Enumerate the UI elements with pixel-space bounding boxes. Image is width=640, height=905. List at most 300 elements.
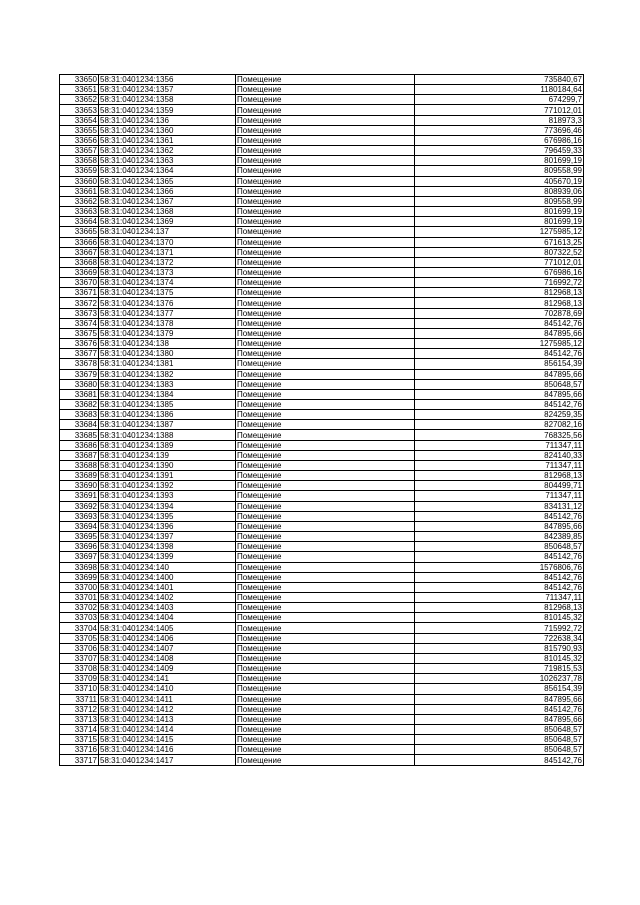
cadastral-value-cell: 850648,57 [415, 735, 584, 745]
object-type-cell: Помещение [236, 135, 415, 145]
table-row [60, 135, 584, 145]
row-number-cell: 33653 [60, 105, 99, 115]
cadastral-number-cell: 58:31:0401234:1356 [99, 75, 236, 85]
cadastral-value-cell: 711347,11 [415, 592, 584, 602]
cadastral-value-cell: 812968,13 [415, 471, 584, 481]
table-row [60, 532, 584, 542]
cadastral-value-cell: 1180184,64 [415, 85, 584, 95]
cadastral-value-cell: 807322,52 [415, 247, 584, 257]
table-row [60, 430, 584, 440]
cadastral-value-cell: 771012,01 [415, 105, 584, 115]
cadastral-number-cell: 58:31:0401234:1384 [99, 389, 236, 399]
object-type-cell: Помещение [236, 704, 415, 714]
row-number-cell: 33697 [60, 552, 99, 562]
cadastral-number-cell: 58:31:0401234:1396 [99, 521, 236, 531]
table-row [60, 491, 584, 501]
table-body [60, 75, 584, 766]
cadastral-value-cell: 801699,19 [415, 217, 584, 227]
object-type-cell: Помещение [236, 278, 415, 288]
table-row [60, 572, 584, 582]
row-number-cell: 33668 [60, 257, 99, 267]
cadastral-value-table [59, 74, 584, 766]
object-type-cell: Помещение [236, 410, 415, 420]
cadastral-number-cell: 58:31:0401234:1417 [99, 755, 236, 765]
cadastral-value-cell: 1026237,78 [415, 674, 584, 684]
table-row [60, 714, 584, 724]
table-row [60, 75, 584, 85]
row-number-cell: 33654 [60, 115, 99, 125]
table-row [60, 400, 584, 410]
table-row [60, 318, 584, 328]
cadastral-number-cell: 58:31:0401234:1379 [99, 328, 236, 338]
cadastral-value-cell: 845142,76 [415, 349, 584, 359]
table-row [60, 592, 584, 602]
row-number-cell: 33712 [60, 704, 99, 714]
cadastral-number-cell: 58:31:0401234:1401 [99, 582, 236, 592]
row-number-cell: 33696 [60, 542, 99, 552]
row-number-cell: 33658 [60, 156, 99, 166]
row-number-cell: 33715 [60, 735, 99, 745]
cadastral-value-cell: 824140,33 [415, 450, 584, 460]
table-row [60, 755, 584, 765]
table-row [60, 359, 584, 369]
row-number-cell: 33716 [60, 745, 99, 755]
cadastral-value-cell: 715992,72 [415, 623, 584, 633]
cadastral-value-cell: 801699,19 [415, 156, 584, 166]
table-row [60, 613, 584, 623]
cadastral-value-cell: 818973,3 [415, 115, 584, 125]
table-row [60, 125, 584, 135]
table-row [60, 511, 584, 521]
row-number-cell: 33711 [60, 694, 99, 704]
cadastral-value-cell: 812968,13 [415, 603, 584, 613]
object-type-cell: Помещение [236, 389, 415, 399]
table-row [60, 542, 584, 552]
row-number-cell: 33673 [60, 308, 99, 318]
table-row [60, 85, 584, 95]
cadastral-number-cell: 58:31:0401234:1409 [99, 664, 236, 674]
cadastral-number-cell: 58:31:0401234:1369 [99, 217, 236, 227]
table-row [60, 247, 584, 257]
cadastral-number-cell: 58:31:0401234:1376 [99, 298, 236, 308]
row-number-cell: 33651 [60, 85, 99, 95]
cadastral-value-cell: 796459,33 [415, 146, 584, 156]
object-type-cell: Помещение [236, 491, 415, 501]
cadastral-number-cell: 58:31:0401234:1365 [99, 176, 236, 186]
object-type-cell: Помещение [236, 308, 415, 318]
object-type-cell: Помещение [236, 176, 415, 186]
table-row [60, 369, 584, 379]
table-row [60, 379, 584, 389]
table-row [60, 653, 584, 663]
cadastral-value-cell: 809558,99 [415, 166, 584, 176]
cadastral-value-cell: 812968,13 [415, 288, 584, 298]
row-number-cell: 33671 [60, 288, 99, 298]
cadastral-value-cell: 847895,66 [415, 714, 584, 724]
cadastral-number-cell: 58:31:0401234:1416 [99, 745, 236, 755]
cadastral-number-cell: 58:31:0401234:1391 [99, 471, 236, 481]
object-type-cell: Помещение [236, 582, 415, 592]
cadastral-value-cell: 810145,32 [415, 653, 584, 663]
cadastral-number-cell: 58:31:0401234:1370 [99, 237, 236, 247]
table-row [60, 227, 584, 237]
cadastral-number-cell: 58:31:0401234:1372 [99, 257, 236, 267]
row-number-cell: 33656 [60, 135, 99, 145]
cadastral-value-cell: 850648,57 [415, 745, 584, 755]
cadastral-number-cell: 58:31:0401234:140 [99, 562, 236, 572]
cadastral-number-cell: 58:31:0401234:1385 [99, 400, 236, 410]
object-type-cell: Помещение [236, 450, 415, 460]
row-number-cell: 33664 [60, 217, 99, 227]
cadastral-number-cell: 58:31:0401234:1402 [99, 592, 236, 602]
object-type-cell: Помещение [236, 328, 415, 338]
table-row [60, 166, 584, 176]
table-row [60, 267, 584, 277]
table-row [60, 105, 584, 115]
table-row [60, 298, 584, 308]
table-row [60, 95, 584, 105]
cadastral-value-cell: 812968,13 [415, 298, 584, 308]
cadastral-value-cell: 824259,35 [415, 410, 584, 420]
cadastral-value-cell: 856154,39 [415, 684, 584, 694]
object-type-cell: Помещение [236, 186, 415, 196]
cadastral-number-cell: 58:31:0401234:1383 [99, 379, 236, 389]
cadastral-number-cell: 58:31:0401234:1403 [99, 603, 236, 613]
row-number-cell: 33701 [60, 592, 99, 602]
cadastral-value-cell: 847895,66 [415, 369, 584, 379]
cadastral-value-cell: 845142,76 [415, 704, 584, 714]
row-number-cell: 33700 [60, 582, 99, 592]
object-type-cell: Помещение [236, 542, 415, 552]
row-number-cell: 33699 [60, 572, 99, 582]
cadastral-value-cell: 856154,39 [415, 359, 584, 369]
table-row [60, 603, 584, 613]
cadastral-value-cell: 842389,85 [415, 532, 584, 542]
object-type-cell: Помещение [236, 481, 415, 491]
cadastral-number-cell: 58:31:0401234:141 [99, 674, 236, 684]
object-type-cell: Помещение [236, 511, 415, 521]
table-row [60, 481, 584, 491]
object-type-cell: Помещение [236, 562, 415, 572]
object-type-cell: Помещение [236, 267, 415, 277]
row-number-cell: 33669 [60, 267, 99, 277]
cadastral-number-cell: 58:31:0401234:139 [99, 450, 236, 460]
table-row [60, 735, 584, 745]
cadastral-number-cell: 58:31:0401234:1393 [99, 491, 236, 501]
cadastral-number-cell: 58:31:0401234:1359 [99, 105, 236, 115]
row-number-cell: 33662 [60, 196, 99, 206]
cadastral-number-cell: 58:31:0401234:1398 [99, 542, 236, 552]
table-row [60, 745, 584, 755]
row-number-cell: 33703 [60, 613, 99, 623]
cadastral-value-cell: 768325,56 [415, 430, 584, 440]
cadastral-value-cell: 810145,32 [415, 613, 584, 623]
object-type-cell: Помещение [236, 694, 415, 704]
cadastral-number-cell: 58:31:0401234:1377 [99, 308, 236, 318]
row-number-cell: 33684 [60, 420, 99, 430]
row-number-cell: 33650 [60, 75, 99, 85]
cadastral-number-cell: 58:31:0401234:1405 [99, 623, 236, 633]
cadastral-value-cell: 847895,66 [415, 694, 584, 704]
cadastral-number-cell: 58:31:0401234:1362 [99, 146, 236, 156]
table-row [60, 521, 584, 531]
cadastral-value-cell: 847895,66 [415, 389, 584, 399]
row-number-cell: 33695 [60, 532, 99, 542]
row-number-cell: 33667 [60, 247, 99, 257]
cadastral-number-cell: 58:31:0401234:1400 [99, 572, 236, 582]
row-number-cell: 33689 [60, 471, 99, 481]
cadastral-value-cell: 405670,19 [415, 176, 584, 186]
cadastral-number-cell: 58:31:0401234:1415 [99, 735, 236, 745]
table-row [60, 257, 584, 267]
cadastral-number-cell: 58:31:0401234:1357 [99, 85, 236, 95]
row-number-cell: 33652 [60, 95, 99, 105]
cadastral-number-cell: 58:31:0401234:1381 [99, 359, 236, 369]
object-type-cell: Помещение [236, 298, 415, 308]
row-number-cell: 33717 [60, 755, 99, 765]
row-number-cell: 33680 [60, 379, 99, 389]
object-type-cell: Помещение [236, 633, 415, 643]
table-row [60, 460, 584, 470]
table-row [60, 186, 584, 196]
cadastral-value-cell: 702878,69 [415, 308, 584, 318]
row-number-cell: 33679 [60, 369, 99, 379]
table-row [60, 704, 584, 714]
cadastral-value-cell: 671613,25 [415, 237, 584, 247]
row-number-cell: 33655 [60, 125, 99, 135]
object-type-cell: Помещение [236, 664, 415, 674]
cadastral-value-cell: 1275985,12 [415, 227, 584, 237]
cadastral-value-cell: 676986,16 [415, 267, 584, 277]
table-row [60, 582, 584, 592]
table-row [60, 501, 584, 511]
cadastral-value-cell: 711347,11 [415, 460, 584, 470]
row-number-cell: 33706 [60, 643, 99, 653]
object-type-cell: Помещение [236, 552, 415, 562]
cadastral-value-cell: 850648,57 [415, 542, 584, 552]
table-row [60, 389, 584, 399]
cadastral-number-cell: 58:31:0401234:1387 [99, 420, 236, 430]
object-type-cell: Помещение [236, 257, 415, 267]
cadastral-number-cell: 58:31:0401234:1388 [99, 430, 236, 440]
object-type-cell: Помещение [236, 735, 415, 745]
cadastral-number-cell: 58:31:0401234:1413 [99, 714, 236, 724]
object-type-cell: Помещение [236, 572, 415, 582]
cadastral-number-cell: 58:31:0401234:1414 [99, 725, 236, 735]
cadastral-number-cell: 58:31:0401234:1367 [99, 196, 236, 206]
object-type-cell: Помещение [236, 339, 415, 349]
table-row [60, 471, 584, 481]
object-type-cell: Помещение [236, 521, 415, 531]
table-row [60, 420, 584, 430]
cadastral-number-cell: 58:31:0401234:1406 [99, 633, 236, 643]
object-type-cell: Помещение [236, 146, 415, 156]
object-type-cell: Помещение [236, 217, 415, 227]
cadastral-number-cell: 58:31:0401234:1364 [99, 166, 236, 176]
object-type-cell: Помещение [236, 115, 415, 125]
cadastral-number-cell: 58:31:0401234:1407 [99, 643, 236, 653]
table-row [60, 440, 584, 450]
cadastral-value-cell: 674299,7 [415, 95, 584, 105]
table-row [60, 156, 584, 166]
cadastral-number-cell: 58:31:0401234:1392 [99, 481, 236, 491]
table-row [60, 207, 584, 217]
cadastral-value-cell: 735840,67 [415, 75, 584, 85]
table-row [60, 217, 584, 227]
object-type-cell: Помещение [236, 166, 415, 176]
row-number-cell: 33693 [60, 511, 99, 521]
object-type-cell: Помещение [236, 613, 415, 623]
table-row [60, 176, 584, 186]
object-type-cell: Помещение [236, 725, 415, 735]
object-type-cell: Помещение [236, 237, 415, 247]
object-type-cell: Помещение [236, 247, 415, 257]
row-number-cell: 33707 [60, 653, 99, 663]
row-number-cell: 33677 [60, 349, 99, 359]
row-number-cell: 33685 [60, 430, 99, 440]
cadastral-value-cell: 1576806,76 [415, 562, 584, 572]
cadastral-value-cell: 711347,11 [415, 491, 584, 501]
cadastral-number-cell: 58:31:0401234:1382 [99, 369, 236, 379]
object-type-cell: Помещение [236, 125, 415, 135]
cadastral-number-cell: 58:31:0401234:1360 [99, 125, 236, 135]
row-number-cell: 33686 [60, 440, 99, 450]
cadastral-value-cell: 850648,57 [415, 379, 584, 389]
cadastral-number-cell: 58:31:0401234:1389 [99, 440, 236, 450]
table-row [60, 664, 584, 674]
cadastral-number-cell: 58:31:0401234:1411 [99, 694, 236, 704]
cadastral-number-cell: 58:31:0401234:1373 [99, 267, 236, 277]
cadastral-value-cell: 845142,76 [415, 400, 584, 410]
cadastral-value-cell: 676986,16 [415, 135, 584, 145]
object-type-cell: Помещение [236, 349, 415, 359]
table-row [60, 308, 584, 318]
cadastral-number-cell: 58:31:0401234:138 [99, 339, 236, 349]
cadastral-number-cell: 58:31:0401234:1378 [99, 318, 236, 328]
object-type-cell: Помещение [236, 85, 415, 95]
table-row [60, 725, 584, 735]
row-number-cell: 33709 [60, 674, 99, 684]
row-number-cell: 33694 [60, 521, 99, 531]
cadastral-value-cell: 722638,34 [415, 633, 584, 643]
cadastral-number-cell: 58:31:0401234:1410 [99, 684, 236, 694]
row-number-cell: 33670 [60, 278, 99, 288]
cadastral-number-cell: 58:31:0401234:1390 [99, 460, 236, 470]
cadastral-number-cell: 58:31:0401234:1363 [99, 156, 236, 166]
object-type-cell: Помещение [236, 288, 415, 298]
cadastral-value-cell: 827082,16 [415, 420, 584, 430]
cadastral-value-cell: 808939,06 [415, 186, 584, 196]
table-row [60, 623, 584, 633]
object-type-cell: Помещение [236, 532, 415, 542]
row-number-cell: 33698 [60, 562, 99, 572]
object-type-cell: Помещение [236, 755, 415, 765]
table-row [60, 288, 584, 298]
cadastral-value-cell: 809558,99 [415, 196, 584, 206]
row-number-cell: 33690 [60, 481, 99, 491]
row-number-cell: 33681 [60, 389, 99, 399]
cadastral-value-cell: 771012,01 [415, 257, 584, 267]
object-type-cell: Помещение [236, 400, 415, 410]
cadastral-number-cell: 58:31:0401234:1399 [99, 552, 236, 562]
object-type-cell: Помещение [236, 623, 415, 633]
cadastral-number-cell: 58:31:0401234:136 [99, 115, 236, 125]
cadastral-value-cell: 1275985,12 [415, 339, 584, 349]
row-number-cell: 33710 [60, 684, 99, 694]
cadastral-value-cell: 716992,72 [415, 278, 584, 288]
cadastral-number-cell: 58:31:0401234:1395 [99, 511, 236, 521]
cadastral-value-cell: 773696,46 [415, 125, 584, 135]
row-number-cell: 33702 [60, 603, 99, 613]
row-number-cell: 33682 [60, 400, 99, 410]
cadastral-value-cell: 845142,76 [415, 755, 584, 765]
row-number-cell: 33659 [60, 166, 99, 176]
object-type-cell: Помещение [236, 714, 415, 724]
row-number-cell: 33665 [60, 227, 99, 237]
cadastral-number-cell: 58:31:0401234:1358 [99, 95, 236, 105]
cadastral-number-cell: 58:31:0401234:1397 [99, 532, 236, 542]
row-number-cell: 33657 [60, 146, 99, 156]
cadastral-number-cell: 58:31:0401234:1375 [99, 288, 236, 298]
cadastral-value-cell: 801699,19 [415, 207, 584, 217]
cadastral-number-cell: 58:31:0401234:1380 [99, 349, 236, 359]
row-number-cell: 33683 [60, 410, 99, 420]
cadastral-number-cell: 58:31:0401234:137 [99, 227, 236, 237]
row-number-cell: 33713 [60, 714, 99, 724]
table-row [60, 694, 584, 704]
object-type-cell: Помещение [236, 430, 415, 440]
cadastral-value-cell: 845142,76 [415, 582, 584, 592]
cadastral-number-cell: 58:31:0401234:1368 [99, 207, 236, 217]
row-number-cell: 33666 [60, 237, 99, 247]
row-number-cell: 33705 [60, 633, 99, 643]
cadastral-number-cell: 58:31:0401234:1404 [99, 613, 236, 623]
cadastral-number-cell: 58:31:0401234:1386 [99, 410, 236, 420]
table-row [60, 349, 584, 359]
object-type-cell: Помещение [236, 592, 415, 602]
table-row [60, 552, 584, 562]
row-number-cell: 33714 [60, 725, 99, 735]
table-row [60, 450, 584, 460]
cadastral-number-cell: 58:31:0401234:1374 [99, 278, 236, 288]
cadastral-number-cell: 58:31:0401234:1366 [99, 186, 236, 196]
cadastral-value-cell: 845142,76 [415, 552, 584, 562]
object-type-cell: Помещение [236, 684, 415, 694]
table-row [60, 328, 584, 338]
object-type-cell: Помещение [236, 95, 415, 105]
object-type-cell: Помещение [236, 227, 415, 237]
table-row [60, 339, 584, 349]
object-type-cell: Помещение [236, 207, 415, 217]
object-type-cell: Помещение [236, 471, 415, 481]
table-row [60, 196, 584, 206]
object-type-cell: Помещение [236, 369, 415, 379]
table-row [60, 410, 584, 420]
row-number-cell: 33678 [60, 359, 99, 369]
object-type-cell: Помещение [236, 643, 415, 653]
row-number-cell: 33692 [60, 501, 99, 511]
object-type-cell: Помещение [236, 745, 415, 755]
row-number-cell: 33687 [60, 450, 99, 460]
object-type-cell: Помещение [236, 156, 415, 166]
cadastral-value-cell: 845142,76 [415, 572, 584, 582]
object-type-cell: Помещение [236, 379, 415, 389]
object-type-cell: Помещение [236, 105, 415, 115]
cadastral-value-cell: 711347,11 [415, 440, 584, 450]
object-type-cell: Помещение [236, 674, 415, 684]
table-row [60, 237, 584, 247]
cadastral-value-cell: 719815,53 [415, 664, 584, 674]
